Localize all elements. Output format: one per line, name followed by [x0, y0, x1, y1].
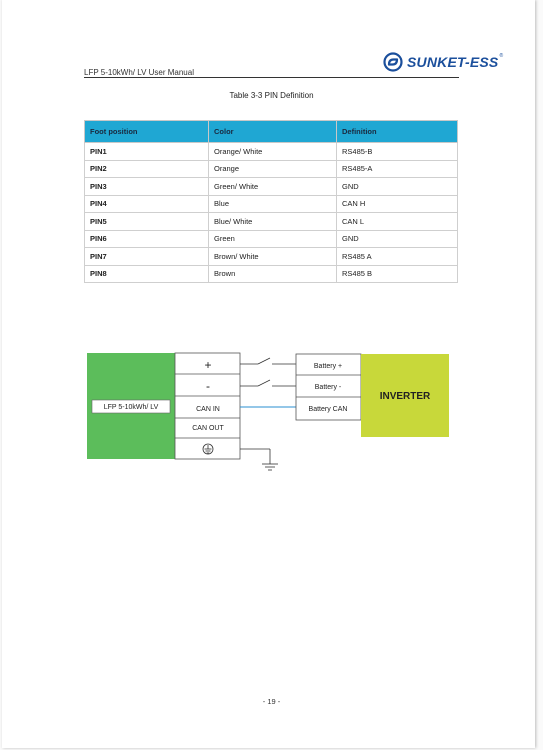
page-number: - 19 -	[262, 697, 281, 706]
pin-cell: PIN3	[85, 178, 209, 196]
column-header-color: Color	[209, 121, 337, 143]
positive-cable	[240, 358, 296, 364]
definition-cell: RS485-B	[337, 143, 458, 161]
table-row	[85, 160, 458, 178]
terminal-negative: -	[206, 379, 210, 393]
port-battery-positive: Battery +	[313, 363, 343, 370]
definition-cell: GND	[337, 178, 458, 196]
table-row	[85, 143, 458, 161]
wiring-diagram	[84, 350, 454, 480]
terminal-can-out: CAN OUT	[192, 425, 224, 432]
brand-name: SUNKET-ESS	[407, 54, 499, 70]
column-header-definition: Definition	[337, 121, 458, 143]
brand-logo	[383, 52, 503, 72]
color-cell: Green/ White	[209, 178, 337, 196]
table-row	[85, 248, 458, 266]
pin-cell: PIN6	[85, 230, 209, 248]
definition-cell: GND	[337, 230, 458, 248]
manual-title: LFP 5-10kWh/ LV User Manual	[84, 68, 194, 77]
definition-cell: CAN L	[337, 213, 458, 231]
table-caption: Table 3-3 PIN Definition	[229, 91, 314, 100]
terminal-can-in: CAN IN	[196, 406, 220, 413]
color-cell: Blue	[209, 195, 337, 213]
brand-mark-icon	[383, 52, 403, 72]
port-battery-can: Battery CAN	[308, 406, 348, 413]
pin-cell: PIN8	[85, 265, 209, 283]
color-cell: Orange/ White	[209, 143, 337, 161]
pin-cell: PIN7	[85, 248, 209, 266]
table-row	[85, 213, 458, 231]
battery-label: LFP 5-10kWh/ LV	[103, 404, 159, 411]
color-cell: Brown/ White	[209, 248, 337, 266]
terminal-positive: +	[204, 358, 212, 372]
color-cell: Blue/ White	[209, 213, 337, 231]
table-row	[85, 265, 458, 283]
registered-mark: ®	[499, 53, 504, 59]
definition-cell: RS485 A	[337, 248, 458, 266]
pin-definition-table	[84, 120, 458, 283]
ground-wire	[240, 449, 278, 470]
pin-cell: PIN4	[85, 195, 209, 213]
table-row	[85, 195, 458, 213]
pin-cell: PIN2	[85, 160, 209, 178]
negative-cable	[240, 380, 296, 386]
definition-cell: CAN H	[337, 195, 458, 213]
color-cell: Orange	[209, 160, 337, 178]
definition-cell: RS485 B	[337, 265, 458, 283]
pin-cell: PIN5	[85, 213, 209, 231]
inverter-label: INVERTER	[379, 391, 431, 402]
port-battery-negative: Battery -	[314, 384, 342, 391]
column-header-foot-position: Foot position	[85, 121, 209, 143]
table-header-row	[85, 121, 458, 143]
definition-cell: RS485-A	[337, 160, 458, 178]
table-row	[85, 230, 458, 248]
table-row	[85, 178, 458, 196]
color-cell: Green	[209, 230, 337, 248]
header-rule	[84, 77, 459, 78]
pin-cell: PIN1	[85, 143, 209, 161]
color-cell: Brown	[209, 265, 337, 283]
